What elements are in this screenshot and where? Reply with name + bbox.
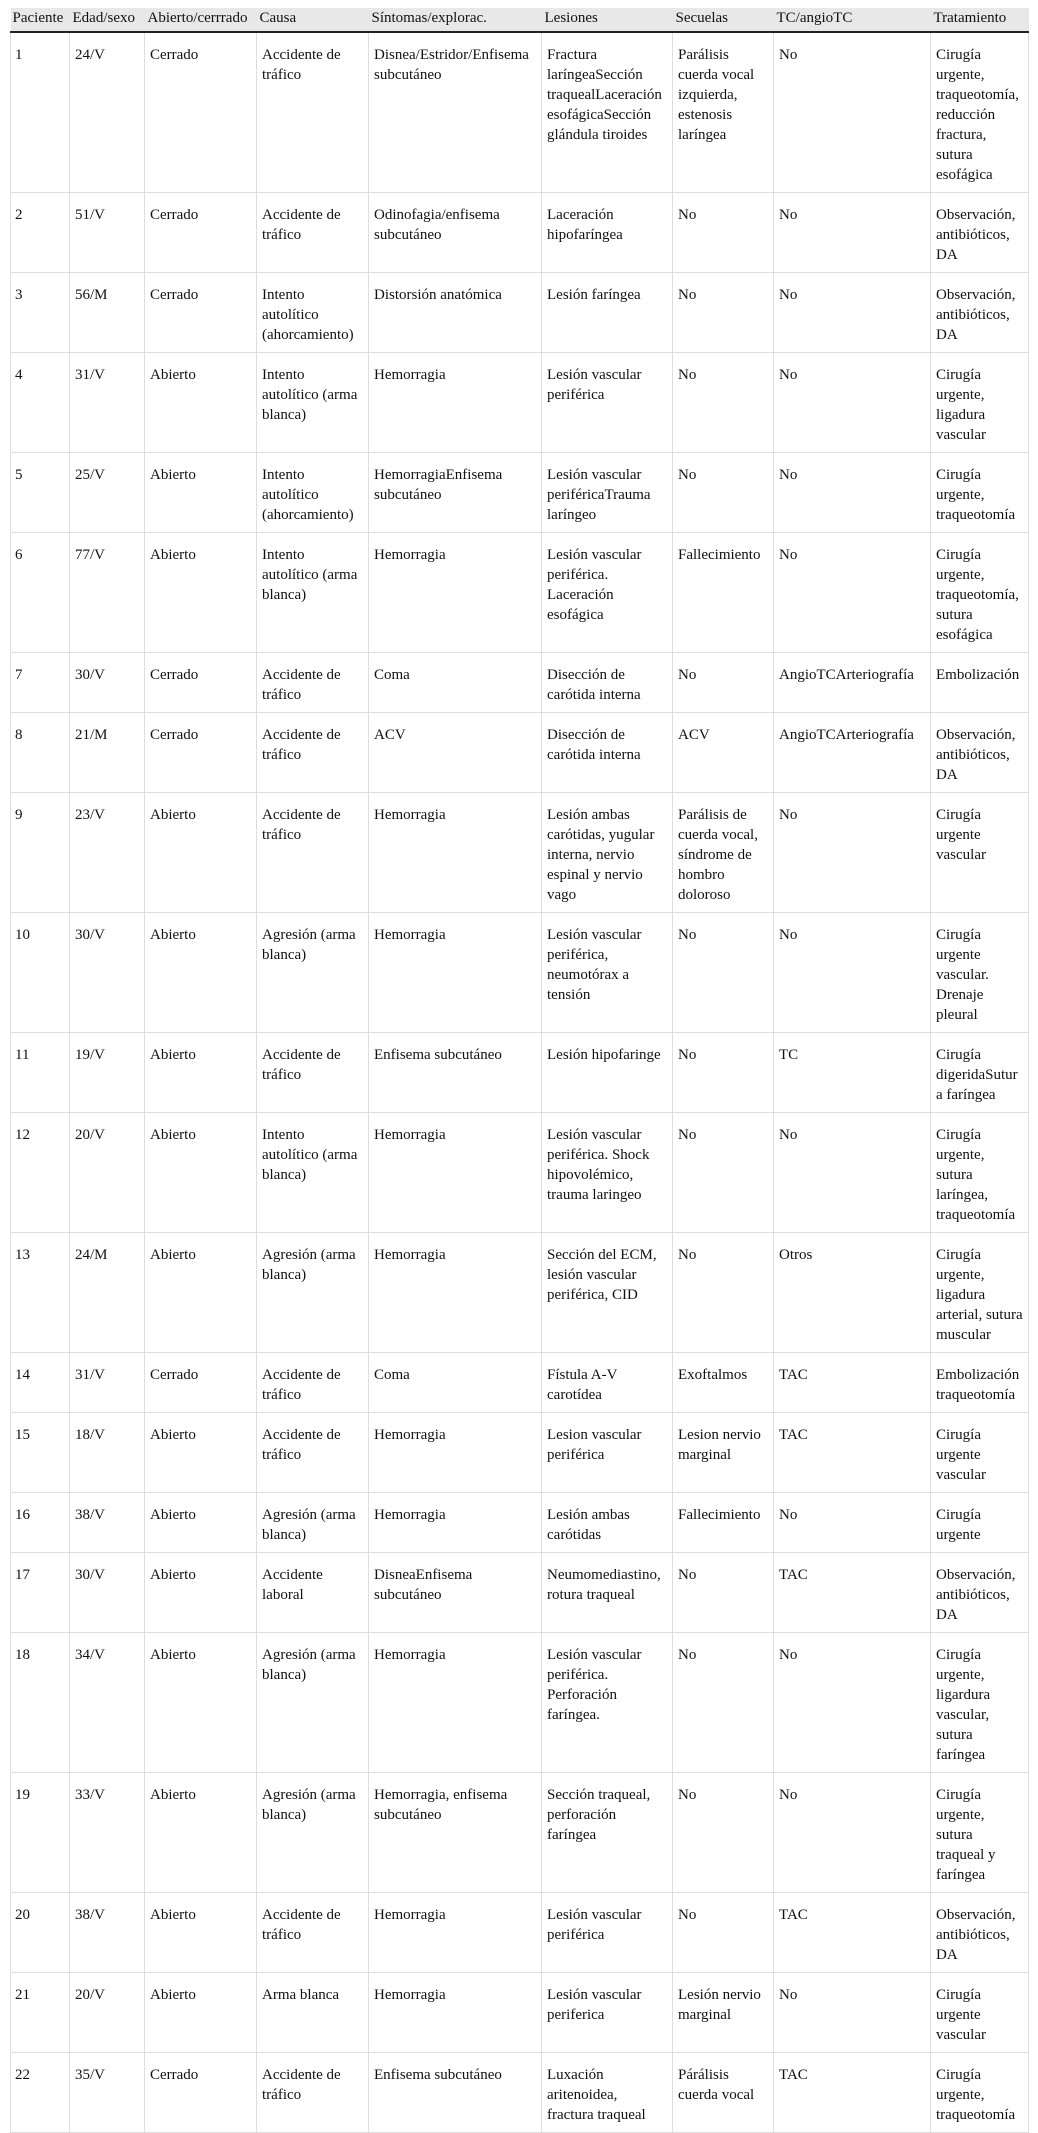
- table-row: [11, 32, 1029, 193]
- table-cell: Cirugía urgente, traqueotomía: [931, 453, 1029, 533]
- table-cell: No: [673, 1113, 774, 1233]
- column-header: Edad/sexo: [70, 8, 145, 32]
- table-cell: 6: [11, 533, 70, 653]
- table-cell: Abierto: [145, 1233, 257, 1353]
- table-cell: 25/V: [70, 453, 145, 533]
- table-row: [11, 273, 1029, 353]
- table-cell: Coma: [369, 1353, 542, 1413]
- table-cell: Abierto: [145, 793, 257, 913]
- table-cell: No: [774, 32, 931, 193]
- table-cell: 10: [11, 913, 70, 1033]
- table-cell: 4: [11, 353, 70, 453]
- table-cell: Accidente de tráfico: [257, 793, 369, 913]
- column-header: Secuelas: [673, 8, 774, 32]
- table-row: [11, 353, 1029, 453]
- table-cell: Agresión (arma blanca): [257, 1233, 369, 1353]
- table-cell: TC: [774, 1033, 931, 1113]
- table-cell: 30/V: [70, 653, 145, 713]
- table-cell: Distorsión anatómica: [369, 273, 542, 353]
- table-cell: TAC: [774, 1413, 931, 1493]
- table-cell: Observación, antibióticos, DA: [931, 1893, 1029, 1973]
- table-cell: 2: [11, 193, 70, 273]
- table-cell: Disección de carótida interna: [542, 653, 673, 713]
- table-cell: 20/V: [70, 1113, 145, 1233]
- table-cell: 23/V: [70, 793, 145, 913]
- table-cell: No: [774, 1113, 931, 1233]
- table-cell: No: [774, 273, 931, 353]
- table-cell: Cirugía urgente, ligadura arterial, sutura muscular: [931, 1233, 1029, 1353]
- table-cell: Cerrado: [145, 713, 257, 793]
- table-row: [11, 793, 1029, 913]
- table-cell: 20/V: [70, 1973, 145, 2053]
- table-cell: Cirugía urgente, ligadura vascular: [931, 353, 1029, 453]
- table-cell: No: [673, 193, 774, 273]
- column-header: Causa: [257, 8, 369, 32]
- table-cell: Cirugía urgente, sutura laríngea, traqueotomía: [931, 1113, 1029, 1233]
- table-cell: Cirugía urgente, sutura traqueal y faríngea: [931, 1773, 1029, 1893]
- table-cell: No: [673, 1233, 774, 1353]
- table-cell: Disnea/Estridor/Enfisema subcutáneo: [369, 32, 542, 193]
- table-cell: Hemorragia: [369, 1973, 542, 2053]
- table-cell: No: [774, 1773, 931, 1893]
- table-cell: No: [774, 353, 931, 453]
- table-cell: 38/V: [70, 1893, 145, 1973]
- table-cell: Hemorragia: [369, 1893, 542, 1973]
- table-cell: 11: [11, 1033, 70, 1113]
- table-cell: No: [774, 533, 931, 653]
- table-cell: 12: [11, 1113, 70, 1233]
- table-cell: No: [673, 453, 774, 533]
- table-row: [11, 1973, 1029, 2053]
- table-cell: 22: [11, 2053, 70, 2133]
- table-cell: 16: [11, 1493, 70, 1553]
- table-cell: Abierto: [145, 1113, 257, 1233]
- table-cell: 21/M: [70, 713, 145, 793]
- table-cell: Cirugía urgente: [931, 1493, 1029, 1553]
- table-cell: Abierto: [145, 1493, 257, 1553]
- table-cell: HemorragiaEnfisema subcutáneo: [369, 453, 542, 533]
- table-cell: Enfisema subcutáneo: [369, 1033, 542, 1113]
- table-cell: Hemorragia: [369, 1413, 542, 1493]
- table-cell: Agresión (arma blanca): [257, 1773, 369, 1893]
- table-cell: Observación, antibióticos, DA: [931, 1553, 1029, 1633]
- table-cell: DisneaEnfisema subcutáneo: [369, 1553, 542, 1633]
- table-cell: No: [774, 793, 931, 913]
- table-cell: Hemorragia: [369, 793, 542, 913]
- table-cell: Disección de carótida interna: [542, 713, 673, 793]
- table-cell: 7: [11, 653, 70, 713]
- table-cell: Cerrado: [145, 1353, 257, 1413]
- table-cell: 15: [11, 1413, 70, 1493]
- table-cell: Embolización: [931, 653, 1029, 713]
- table-cell: Lesion vascular periférica: [542, 1413, 673, 1493]
- table-row: [11, 1033, 1029, 1113]
- table-cell: Observación, antibióticos, DA: [931, 273, 1029, 353]
- table-cell: Lesión faríngea: [542, 273, 673, 353]
- table-cell: Lesion nervio marginal: [673, 1413, 774, 1493]
- table-cell: Abierto: [145, 913, 257, 1033]
- table-cell: 30/V: [70, 1553, 145, 1633]
- table-cell: Cirugía urgente vascular. Drenaje pleural: [931, 913, 1029, 1033]
- table-cell: Lesión ambas carótidas: [542, 1493, 673, 1553]
- table-cell: 31/V: [70, 1353, 145, 1413]
- table-cell: Hemorragia: [369, 1633, 542, 1773]
- table-cell: Hemorragia: [369, 1233, 542, 1353]
- table-cell: Agresión (arma blanca): [257, 1633, 369, 1773]
- table-cell: 19: [11, 1773, 70, 1893]
- table-cell: Fístula A-V carotídea: [542, 1353, 673, 1413]
- table-body: [11, 32, 1029, 2133]
- table-cell: Abierto: [145, 1973, 257, 2053]
- table-cell: Abierto: [145, 1553, 257, 1633]
- table-cell: No: [774, 1493, 931, 1553]
- table-cell: 3: [11, 273, 70, 353]
- table-cell: AngioTCArteriografía: [774, 653, 931, 713]
- table-cell: AngioTCArteriografía: [774, 713, 931, 793]
- table-cell: 19/V: [70, 1033, 145, 1113]
- table-cell: 51/V: [70, 193, 145, 273]
- table-cell: Agresión (arma blanca): [257, 913, 369, 1033]
- table-cell: Cirugía urgente vascular: [931, 793, 1029, 913]
- table-cell: Abierto: [145, 1033, 257, 1113]
- table-cell: Cerrado: [145, 273, 257, 353]
- table-cell: Hemorragia: [369, 913, 542, 1033]
- table-cell: TAC: [774, 2053, 931, 2133]
- table-cell: Hemorragia: [369, 1113, 542, 1233]
- table-cell: Intento autolítico (arma blanca): [257, 1113, 369, 1233]
- table-cell: Cerrado: [145, 32, 257, 193]
- table-cell: Lesión vascular periférica. Perforación faríngea.: [542, 1633, 673, 1773]
- table-cell: 18: [11, 1633, 70, 1773]
- table-cell: 77/V: [70, 533, 145, 653]
- column-header: Abierto/cerrrado: [145, 8, 257, 32]
- table-cell: Parálisis de cuerda vocal, síndrome de hombro doloroso: [673, 793, 774, 913]
- table-cell: 56/M: [70, 273, 145, 353]
- table-cell: Fallecimiento: [673, 1493, 774, 1553]
- table-cell: Abierto: [145, 353, 257, 453]
- header-row: [11, 8, 1029, 32]
- table-cell: 24/V: [70, 32, 145, 193]
- table-cell: Abierto: [145, 533, 257, 653]
- table-row: [11, 1493, 1029, 1553]
- table-cell: Abierto: [145, 1773, 257, 1893]
- table-cell: Lesión vascular periféricaTrauma laríngeo: [542, 453, 673, 533]
- table-cell: TAC: [774, 1353, 931, 1413]
- table-cell: Fallecimiento: [673, 533, 774, 653]
- table-cell: 5: [11, 453, 70, 533]
- table-cell: No: [774, 193, 931, 273]
- table-cell: No: [774, 1633, 931, 1773]
- table-row: [11, 1893, 1029, 1973]
- table-cell: 8: [11, 713, 70, 793]
- table-cell: No: [673, 653, 774, 713]
- table-cell: Cerrado: [145, 193, 257, 273]
- table-cell: Exoftalmos: [673, 1353, 774, 1413]
- table-cell: Coma: [369, 653, 542, 713]
- table-cell: 30/V: [70, 913, 145, 1033]
- table-cell: Fractura laríngeaSección traquealLaceración esofágicaSección glándula tiroides: [542, 32, 673, 193]
- table-cell: Laceración hipofaríngea: [542, 193, 673, 273]
- table-row: [11, 1633, 1029, 1773]
- table-cell: TAC: [774, 1553, 931, 1633]
- table-cell: No: [673, 353, 774, 453]
- table-cell: Cirugía urgente vascular: [931, 1973, 1029, 2053]
- table-cell: Cirugía urgente, ligardura vascular, sutura faríngea: [931, 1633, 1029, 1773]
- table-cell: Accidente de tráfico: [257, 653, 369, 713]
- table-cell: 34/V: [70, 1633, 145, 1773]
- table-cell: Accidente de tráfico: [257, 1413, 369, 1493]
- table-row: [11, 193, 1029, 273]
- table-cell: No: [673, 1633, 774, 1773]
- table-cell: Hemorragia: [369, 533, 542, 653]
- table-cell: Sección traqueal, perforación faríngea: [542, 1773, 673, 1893]
- table-cell: Hemorragia: [369, 353, 542, 453]
- table-cell: Lesión vascular periférica: [542, 353, 673, 453]
- table-cell: Hemorragia, enfisema subcutáneo: [369, 1773, 542, 1893]
- column-header: Paciente: [11, 8, 70, 32]
- data-table: [10, 8, 1029, 2133]
- table-cell: No: [673, 1553, 774, 1633]
- table-cell: 14: [11, 1353, 70, 1413]
- table-cell: 21: [11, 1973, 70, 2053]
- table-cell: No: [673, 913, 774, 1033]
- table-row: [11, 533, 1029, 653]
- table-cell: Agresión (arma blanca): [257, 1493, 369, 1553]
- table-cell: Intento autolítico (ahorcamiento): [257, 273, 369, 353]
- table-cell: Lesión hipofaringe: [542, 1033, 673, 1113]
- table-row: [11, 2053, 1029, 2133]
- table-cell: Lesión vascular periférica, neumotórax a tensión: [542, 913, 673, 1033]
- table-cell: Accidente de tráfico: [257, 32, 369, 193]
- table-cell: 9: [11, 793, 70, 913]
- table-cell: Parálisis cuerda vocal izquierda, estenosis laríngea: [673, 32, 774, 193]
- table-row: [11, 453, 1029, 533]
- table-header: [11, 8, 1029, 32]
- table-row: [11, 1233, 1029, 1353]
- table-cell: Observación, antibióticos, DA: [931, 193, 1029, 273]
- table-cell: Accidente de tráfico: [257, 2053, 369, 2133]
- table-cell: Embolización traqueotomía: [931, 1353, 1029, 1413]
- table-cell: Cirugía urgente, traqueotomía, sutura esofágica: [931, 533, 1029, 653]
- table-cell: 24/M: [70, 1233, 145, 1353]
- table-row: [11, 1553, 1029, 1633]
- table-cell: Sección del ECM, lesión vascular periférica, CID: [542, 1233, 673, 1353]
- table-cell: Neumomediastino, rotura traqueal: [542, 1553, 673, 1633]
- table-cell: Accidente de tráfico: [257, 1033, 369, 1113]
- table-cell: 31/V: [70, 353, 145, 453]
- table-cell: 1: [11, 32, 70, 193]
- table-cell: No: [673, 1893, 774, 1973]
- table-cell: ACV: [369, 713, 542, 793]
- table-cell: Enfisema subcutáneo: [369, 2053, 542, 2133]
- table-cell: No: [774, 453, 931, 533]
- table-row: [11, 713, 1029, 793]
- table-cell: 13: [11, 1233, 70, 1353]
- table-cell: Luxación aritenoidea, fractura traqueal: [542, 2053, 673, 2133]
- table-row: [11, 1353, 1029, 1413]
- table-cell: Accidente de tráfico: [257, 1893, 369, 1973]
- table-cell: ACV: [673, 713, 774, 793]
- table-cell: 33/V: [70, 1773, 145, 1893]
- table-cell: Lesión vascular periférica. Shock hipovolémico, trauma laringeo: [542, 1113, 673, 1233]
- table-cell: Lesión vascular periferica: [542, 1973, 673, 2053]
- table-cell: Accidente de tráfico: [257, 193, 369, 273]
- table-cell: No: [774, 913, 931, 1033]
- table-cell: Cirugía digeridaSutura faríngea: [931, 1033, 1029, 1113]
- table-cell: Accidente de tráfico: [257, 713, 369, 793]
- table-cell: Cerrado: [145, 653, 257, 713]
- table-cell: No: [673, 1033, 774, 1113]
- table-cell: Observación, antibióticos, DA: [931, 713, 1029, 793]
- table-cell: Lesión nervio marginal: [673, 1973, 774, 2053]
- table-row: [11, 1773, 1029, 1893]
- table-cell: 18/V: [70, 1413, 145, 1493]
- table-row: [11, 653, 1029, 713]
- table-cell: Abierto: [145, 1413, 257, 1493]
- table-cell: Intento autolítico (arma blanca): [257, 353, 369, 453]
- table-cell: 20: [11, 1893, 70, 1973]
- column-header: Síntomas/explorac.: [369, 8, 542, 32]
- column-header: TC/angioTC: [774, 8, 931, 32]
- column-header: Lesiones: [542, 8, 673, 32]
- table-cell: 38/V: [70, 1493, 145, 1553]
- table-cell: 17: [11, 1553, 70, 1633]
- table-row: [11, 1413, 1029, 1493]
- table-cell: Lesión ambas carótidas, yugular interna, nervio espinal y nervio vago: [542, 793, 673, 913]
- table-cell: Cirugía urgente vascular: [931, 1413, 1029, 1493]
- table-cell: Otros: [774, 1233, 931, 1353]
- table-cell: Arma blanca: [257, 1973, 369, 2053]
- table-cell: TAC: [774, 1893, 931, 1973]
- table-cell: Accidente de tráfico: [257, 1353, 369, 1413]
- table-cell: 35/V: [70, 2053, 145, 2133]
- table-cell: Abierto: [145, 1633, 257, 1773]
- table-cell: Intento autolítico (ahorcamiento): [257, 453, 369, 533]
- table-cell: No: [673, 1773, 774, 1893]
- table-cell: Lesión vascular periférica: [542, 1893, 673, 1973]
- table-cell: Cirugía urgente, traqueotomía: [931, 2053, 1029, 2133]
- table-row: [11, 1113, 1029, 1233]
- table-cell: Accidente laboral: [257, 1553, 369, 1633]
- table-cell: Cirugía urgente, traqueotomía, reducción fractura, sutura esofágica: [931, 32, 1029, 193]
- table-cell: Hemorragia: [369, 1493, 542, 1553]
- table-cell: Intento autolítico (arma blanca): [257, 533, 369, 653]
- table-cell: No: [673, 273, 774, 353]
- table-cell: Párálisis cuerda vocal: [673, 2053, 774, 2133]
- table-cell: Abierto: [145, 453, 257, 533]
- column-header: Tratamiento: [931, 8, 1029, 32]
- table-row: [11, 913, 1029, 1033]
- table-cell: Odinofagia/enfisema subcutáneo: [369, 193, 542, 273]
- table-cell: No: [774, 1973, 931, 2053]
- table-cell: Lesión vascular periférica. Laceración esofágica: [542, 533, 673, 653]
- table-cell: Abierto: [145, 1893, 257, 1973]
- table-cell: Cerrado: [145, 2053, 257, 2133]
